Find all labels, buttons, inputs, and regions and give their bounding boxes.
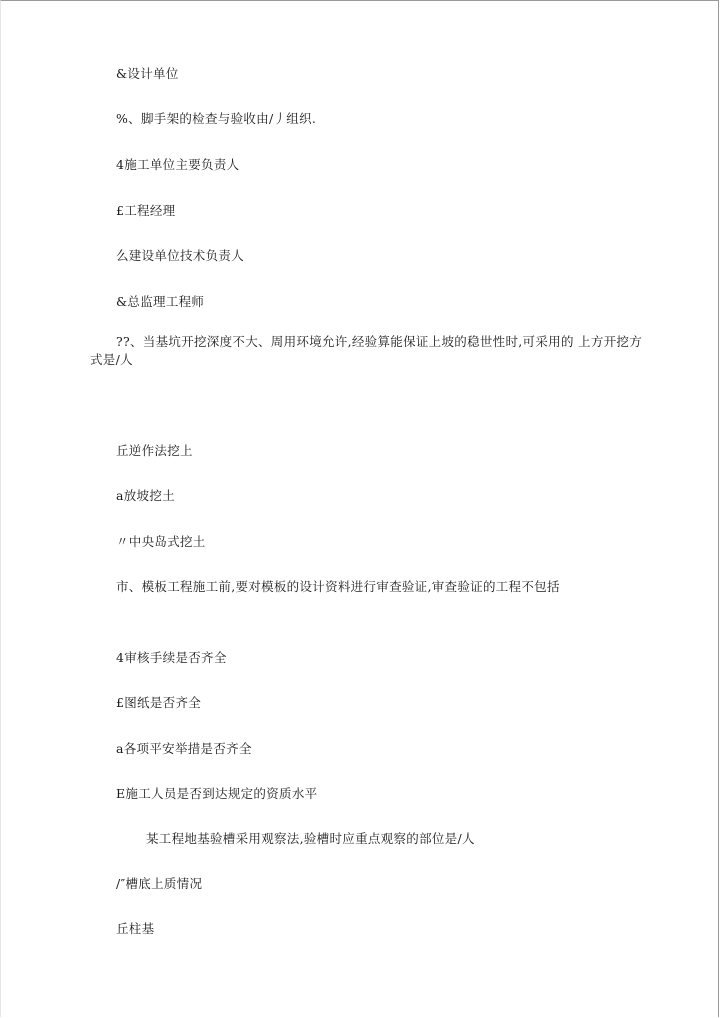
option-c-island-excavation: 〃中央岛式挖土 bbox=[116, 534, 206, 549]
question-trench-inspection: 某工程地基验槽采用观察法,验槽时应重点观察的部位是/人 bbox=[146, 831, 475, 846]
option-b-drawings: £图纸是否齐全 bbox=[116, 695, 202, 710]
option-b-column-base: 丘柱基 bbox=[116, 921, 155, 936]
option-b-project-manager: £工程经理 bbox=[116, 203, 176, 218]
option-a-construction-head: 4施工单位主要负责人 bbox=[116, 157, 240, 172]
option-c-technical-head: 么建设单位技术负责人 bbox=[116, 248, 245, 263]
question-scaffold-inspection: %、脚手架的检查与验收由/丿组织. bbox=[116, 111, 317, 126]
option-e-qualification: E施工人员是否到达规定的资质水平 bbox=[116, 786, 318, 801]
option-a-reverse-method: 丘逆作法挖上 bbox=[116, 443, 193, 458]
option-a-trench-bottom: /″槽底上质情况 bbox=[116, 876, 203, 891]
option-b-slope-excavation: a放坡挖土 bbox=[116, 488, 175, 503]
option-c-safety-measures: a各项平安举措是否齐全 bbox=[116, 741, 252, 756]
option-d-chief-supervisor: &总监理工程师 bbox=[116, 294, 205, 309]
option-a-procedures: 4审核手续是否齐全 bbox=[116, 650, 227, 665]
question-excavation-method: ??、当基坑开挖深度不大、周用环境允许,经验算能保证上坡的稳世性时,可采用的 上方开挖方式是/人 bbox=[90, 334, 643, 367]
question-formwork-review: 市、模板工程施工前,要对模板的设计资料进行审查验证,审查验证的工程不包括 bbox=[116, 579, 560, 594]
option-d-design-unit: &设计单位 bbox=[116, 66, 179, 81]
